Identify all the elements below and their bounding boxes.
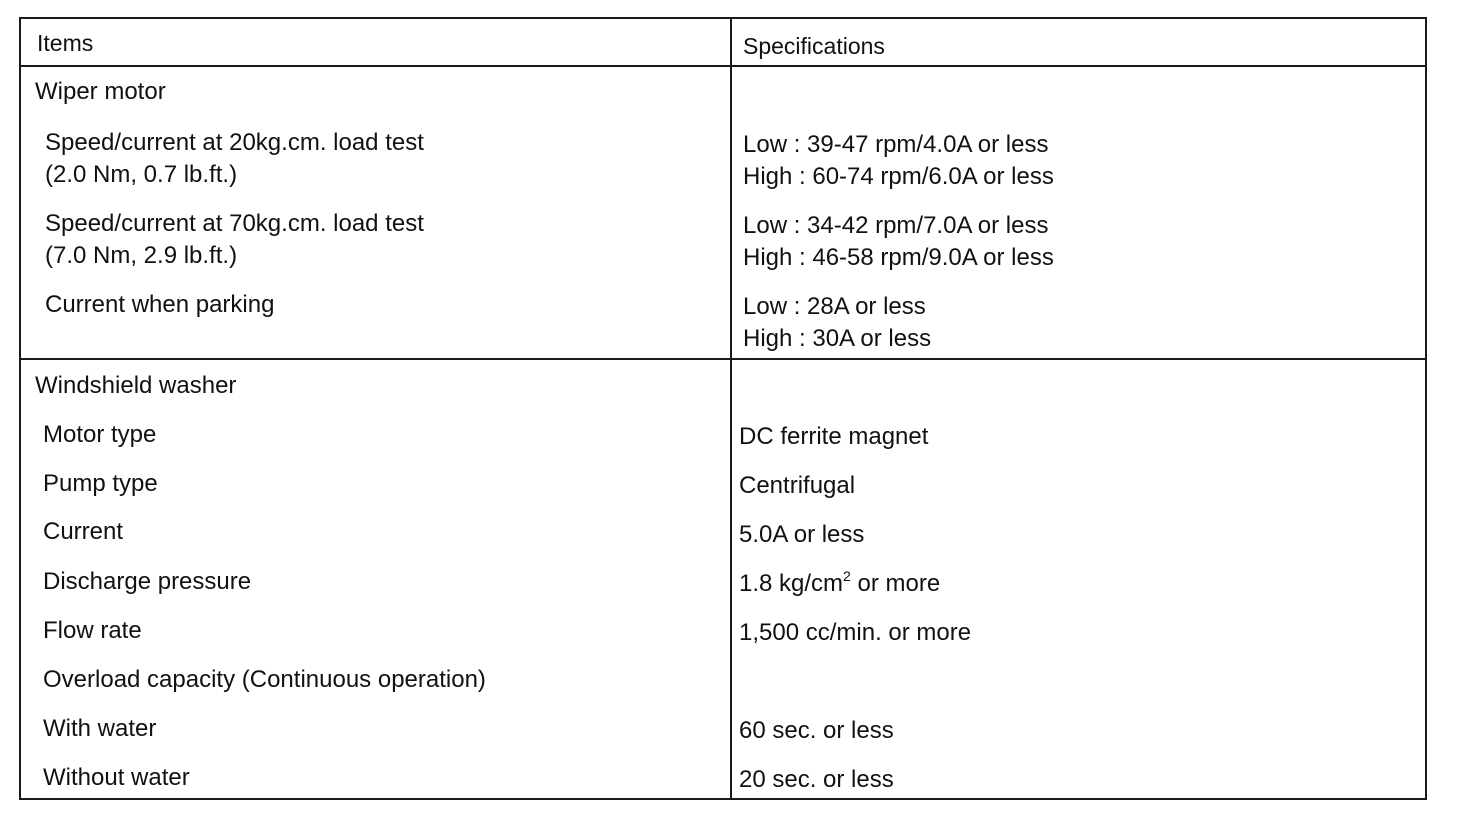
section-title-windshield-washer: Windshield washer bbox=[35, 372, 237, 399]
item-label: Current bbox=[43, 518, 124, 545]
spec-value-suffix: or more bbox=[850, 570, 941, 597]
item-label: Current when parking bbox=[45, 291, 275, 318]
specifications-table bbox=[19, 17, 1427, 800]
section-title-wiper-motor: Wiper motor bbox=[35, 78, 166, 105]
spec-value: Low : 28A or less bbox=[743, 293, 926, 320]
spec-value: 60 sec. or less bbox=[739, 717, 894, 744]
item-label: Speed/current at 20kg.cm. load test bbox=[45, 129, 424, 156]
spec-value: High : 60-74 rpm/6.0A or less bbox=[743, 163, 1054, 190]
spec-value: 5.0A or less bbox=[739, 521, 865, 548]
spec-value: Low : 34-42 rpm/7.0A or less bbox=[743, 212, 1049, 239]
item-label: (2.0 Nm, 0.7 lb.ft.) bbox=[45, 161, 238, 188]
header-divider bbox=[21, 65, 1425, 67]
item-label: With water bbox=[43, 715, 157, 742]
item-label: (7.0 Nm, 2.9 lb.ft.) bbox=[45, 242, 238, 269]
spec-value bbox=[739, 568, 940, 600]
item-label: Speed/current at 70kg.cm. load test bbox=[45, 210, 424, 237]
section-divider bbox=[21, 358, 1425, 360]
spec-value: 1,500 cc/min. or more bbox=[739, 619, 972, 646]
item-label: Overload capacity (Continuous operation) bbox=[43, 666, 486, 693]
item-label: Motor type bbox=[43, 421, 157, 448]
spec-value: Centrifugal bbox=[739, 472, 856, 499]
item-label: Pump type bbox=[43, 470, 158, 497]
spec-value: DC ferrite magnet bbox=[739, 423, 929, 450]
spec-value: 20 sec. or less bbox=[739, 766, 894, 793]
column-divider bbox=[730, 19, 732, 798]
spec-value: High : 30A or less bbox=[743, 325, 932, 352]
item-label: Flow rate bbox=[43, 617, 142, 644]
item-label: Discharge pressure bbox=[43, 568, 252, 595]
superscript: 2 bbox=[843, 568, 851, 584]
item-label: Without water bbox=[43, 764, 190, 791]
spec-value: Low : 39-47 rpm/4.0A or less bbox=[743, 131, 1049, 158]
spec-value: High : 46-58 rpm/9.0A or less bbox=[743, 244, 1054, 271]
header-items: Items bbox=[37, 30, 94, 56]
spec-value-prefix: 1.8 kg/cm bbox=[739, 570, 844, 597]
header-specifications: Specifications bbox=[743, 33, 885, 59]
